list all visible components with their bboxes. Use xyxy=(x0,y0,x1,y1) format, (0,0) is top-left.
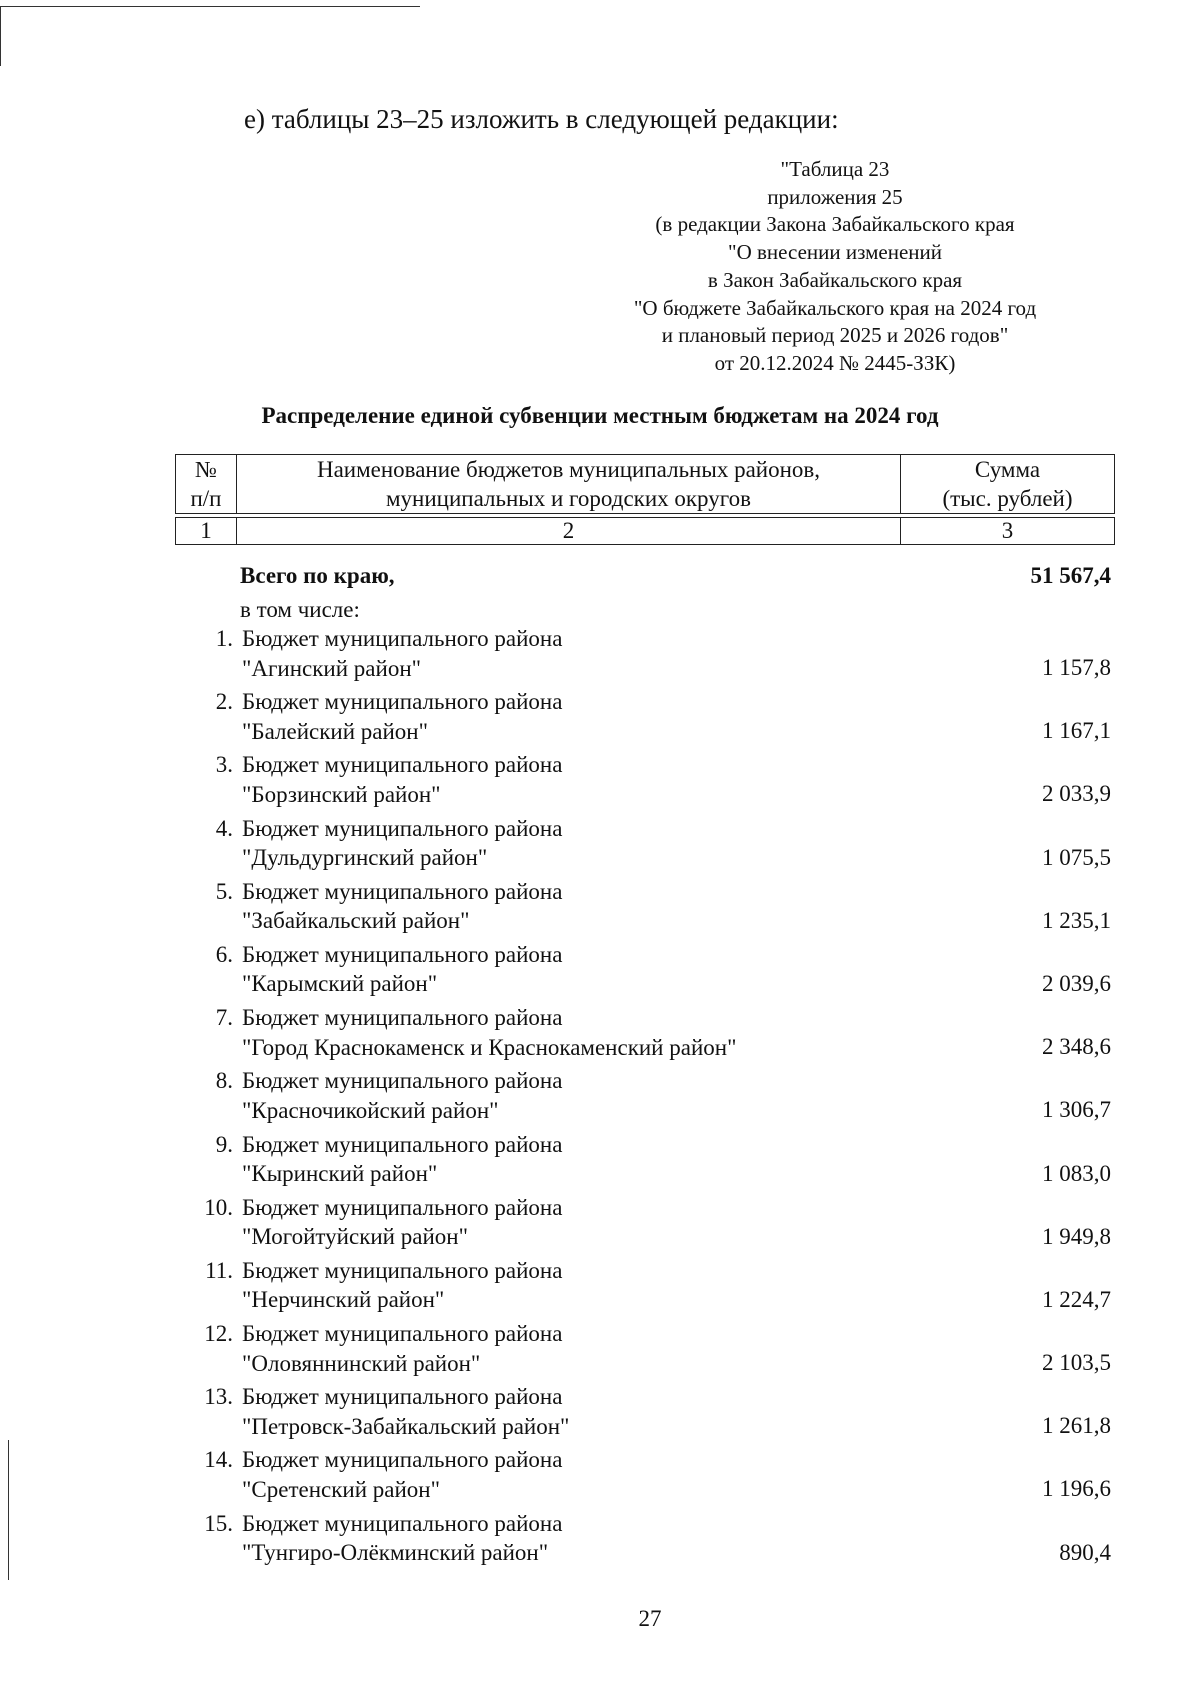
row-name xyxy=(242,750,562,809)
table-body xyxy=(175,624,1115,1572)
row-name-line2: "Могойтуйский район" xyxy=(242,1224,468,1250)
row-name-line1: Бюджет муниципального района xyxy=(242,1510,563,1536)
table-row xyxy=(175,624,1115,687)
row-name-line1: Бюджет муниципального района xyxy=(242,752,563,778)
row-number: 12. xyxy=(204,1321,233,1347)
row-name xyxy=(242,877,562,936)
row-amount: 890,4 xyxy=(1059,1539,1111,1565)
row-name-line1: Бюджет муниципального района xyxy=(242,1321,563,1347)
row-amount: 1 306,7 xyxy=(1042,1097,1111,1123)
row-name-line2: "Забайкальский район" xyxy=(242,908,470,934)
row-amount: 1 224,7 xyxy=(1042,1286,1111,1312)
meta-line: от 20.12.2024 № 2445-ЗЗК) xyxy=(714,350,956,375)
table-row xyxy=(175,1509,1115,1572)
subheading: в том числе: xyxy=(240,597,360,622)
row-number: 7. xyxy=(215,1005,233,1031)
row-name-line1: Бюджет муниципального района xyxy=(242,815,563,841)
row-name-line2: "Агинский район" xyxy=(242,655,422,681)
scan-edge-left-bottom xyxy=(8,1440,9,1580)
row-name-line1: Бюджет муниципального района xyxy=(242,1384,563,1410)
row-amount: 2 348,6 xyxy=(1042,1034,1111,1060)
row-name-line1: Бюджет муниципального района xyxy=(242,1005,563,1031)
table-row xyxy=(175,1445,1115,1508)
row-name xyxy=(242,1445,562,1504)
row-amount: 1 196,6 xyxy=(1042,1476,1111,1502)
table-row xyxy=(175,877,1115,940)
row-name-line1: Бюджет муниципального района xyxy=(242,626,563,651)
table-row xyxy=(175,750,1115,813)
row-amount: 2 033,9 xyxy=(1042,781,1111,807)
table-row xyxy=(175,1319,1115,1382)
column-number: 1 xyxy=(176,518,237,545)
header-row xyxy=(176,455,1115,514)
row-name-line2: "Сретенский район" xyxy=(242,1476,440,1502)
row-number: 10. xyxy=(204,1194,233,1220)
row-name xyxy=(242,1193,562,1252)
total-row xyxy=(240,563,1115,589)
row-name xyxy=(242,940,562,999)
row-amount: 2 103,5 xyxy=(1042,1350,1111,1376)
table-row xyxy=(175,1193,1115,1256)
row-amount: 1 083,0 xyxy=(1042,1160,1111,1186)
row-name-line2: "Тунгиро-Олёкминский район" xyxy=(242,1540,549,1566)
row-number: 4. xyxy=(215,815,233,841)
intro-paragraph: е) таблицы 23–25 изложить в следующей редакции: xyxy=(244,104,839,134)
table-row xyxy=(175,1382,1115,1445)
row-number: 2. xyxy=(215,689,233,715)
row-number: 14. xyxy=(204,1447,233,1473)
row-amount: 2 039,6 xyxy=(1042,970,1111,996)
row-name-line2: "Кыринский район" xyxy=(242,1161,438,1186)
row-number: 5. xyxy=(215,878,233,904)
header-amount: Сумма (тыс. рублей) xyxy=(901,455,1115,514)
meta-line: "О внесении изменений xyxy=(728,240,942,265)
table-row xyxy=(175,1256,1115,1319)
row-name-line2: "Нерчинский район" xyxy=(242,1287,445,1313)
page-number: 27 xyxy=(638,1606,662,1631)
row-amount: 1 157,8 xyxy=(1042,655,1111,680)
row-name-line1: Бюджет муниципального района xyxy=(242,1131,563,1157)
meta-line: "О бюджете Забайкальского края на 2024 год xyxy=(633,295,1037,320)
row-amount: 1 075,5 xyxy=(1042,844,1111,870)
meta-line: в Закон Забайкальского края xyxy=(707,267,963,292)
meta-line: (в редакции Закона Забайкальского края xyxy=(655,212,1015,237)
row-number: 3. xyxy=(215,752,233,778)
row-name-line1: Бюджет муниципального района xyxy=(242,1447,563,1473)
row-name-line1: Бюджет муниципального района xyxy=(242,1194,563,1220)
meta-line: приложения 25 xyxy=(767,184,903,209)
row-number: 8. xyxy=(215,1068,233,1094)
table-row xyxy=(175,814,1115,877)
scan-edge-top xyxy=(0,6,420,7)
row-name xyxy=(242,814,562,873)
row-name xyxy=(242,1382,569,1441)
row-name-line2: "Дульдургинский район" xyxy=(242,845,488,871)
column-number: 3 xyxy=(901,518,1115,545)
row-name-line2: "Балейский район" xyxy=(242,718,428,744)
row-number: 13. xyxy=(204,1384,233,1410)
row-name xyxy=(242,1130,562,1189)
row-number: 15. xyxy=(204,1510,233,1536)
row-name xyxy=(242,687,562,746)
table-header xyxy=(175,454,1115,545)
row-amount: 1 167,1 xyxy=(1042,718,1111,744)
table-reference-block xyxy=(575,156,1095,378)
row-amount: 1 949,8 xyxy=(1042,1223,1111,1249)
row-name xyxy=(242,1509,562,1568)
meta-line: и плановый период 2025 и 2026 годов" xyxy=(661,323,1009,348)
row-number: 6. xyxy=(215,941,233,967)
column-number: 2 xyxy=(237,518,901,545)
row-number: 11. xyxy=(205,1257,233,1283)
row-amount: 1 235,1 xyxy=(1042,907,1111,933)
row-name xyxy=(242,1256,562,1315)
row-name-line2: "Борзинский район" xyxy=(242,781,441,807)
row-name-line1: Бюджет муниципального района xyxy=(242,941,563,967)
row-name-line1: Бюджет муниципального района xyxy=(242,878,563,904)
table-row xyxy=(175,940,1115,1003)
table-row xyxy=(175,1066,1115,1129)
meta-line: "Таблица 23 xyxy=(780,157,890,181)
row-name xyxy=(242,1003,736,1062)
header-name: Наименование бюджетов муниципальных районов, муниципальных и городских округов xyxy=(237,455,901,514)
column-number-row xyxy=(176,518,1115,545)
row-name-line1: Бюджет муниципального района xyxy=(242,1068,563,1094)
row-name-line2: "Петровск-Забайкальский район" xyxy=(242,1413,570,1439)
row-name-line2: "Город Краснокаменск и Краснокаменский район" xyxy=(242,1034,737,1060)
row-name xyxy=(242,1066,562,1125)
total-value: 51 567,4 xyxy=(1030,563,1111,588)
row-name xyxy=(242,1319,562,1378)
row-name-line2: "Оловяннинский район" xyxy=(242,1350,481,1376)
table-row xyxy=(175,687,1115,750)
table-row xyxy=(175,1130,1115,1193)
row-name-line1: Бюджет муниципального района xyxy=(242,1257,563,1283)
row-number: 1. xyxy=(215,626,233,651)
row-name-line1: Бюджет муниципального района xyxy=(242,689,563,715)
row-amount: 1 261,8 xyxy=(1042,1413,1111,1439)
table-row xyxy=(175,1003,1115,1066)
row-name xyxy=(242,624,562,683)
row-name-line2: "Карымский район" xyxy=(242,971,438,997)
scan-edge-left-top xyxy=(0,6,1,66)
header-number: № п/п xyxy=(176,455,237,514)
row-name-line2: "Красночикойский район" xyxy=(242,1097,499,1123)
table-title: Распределение единой субвенции местным бюджетам на 2024 год xyxy=(261,403,939,428)
total-label: Всего по краю, xyxy=(240,563,395,588)
row-number: 9. xyxy=(215,1131,233,1157)
